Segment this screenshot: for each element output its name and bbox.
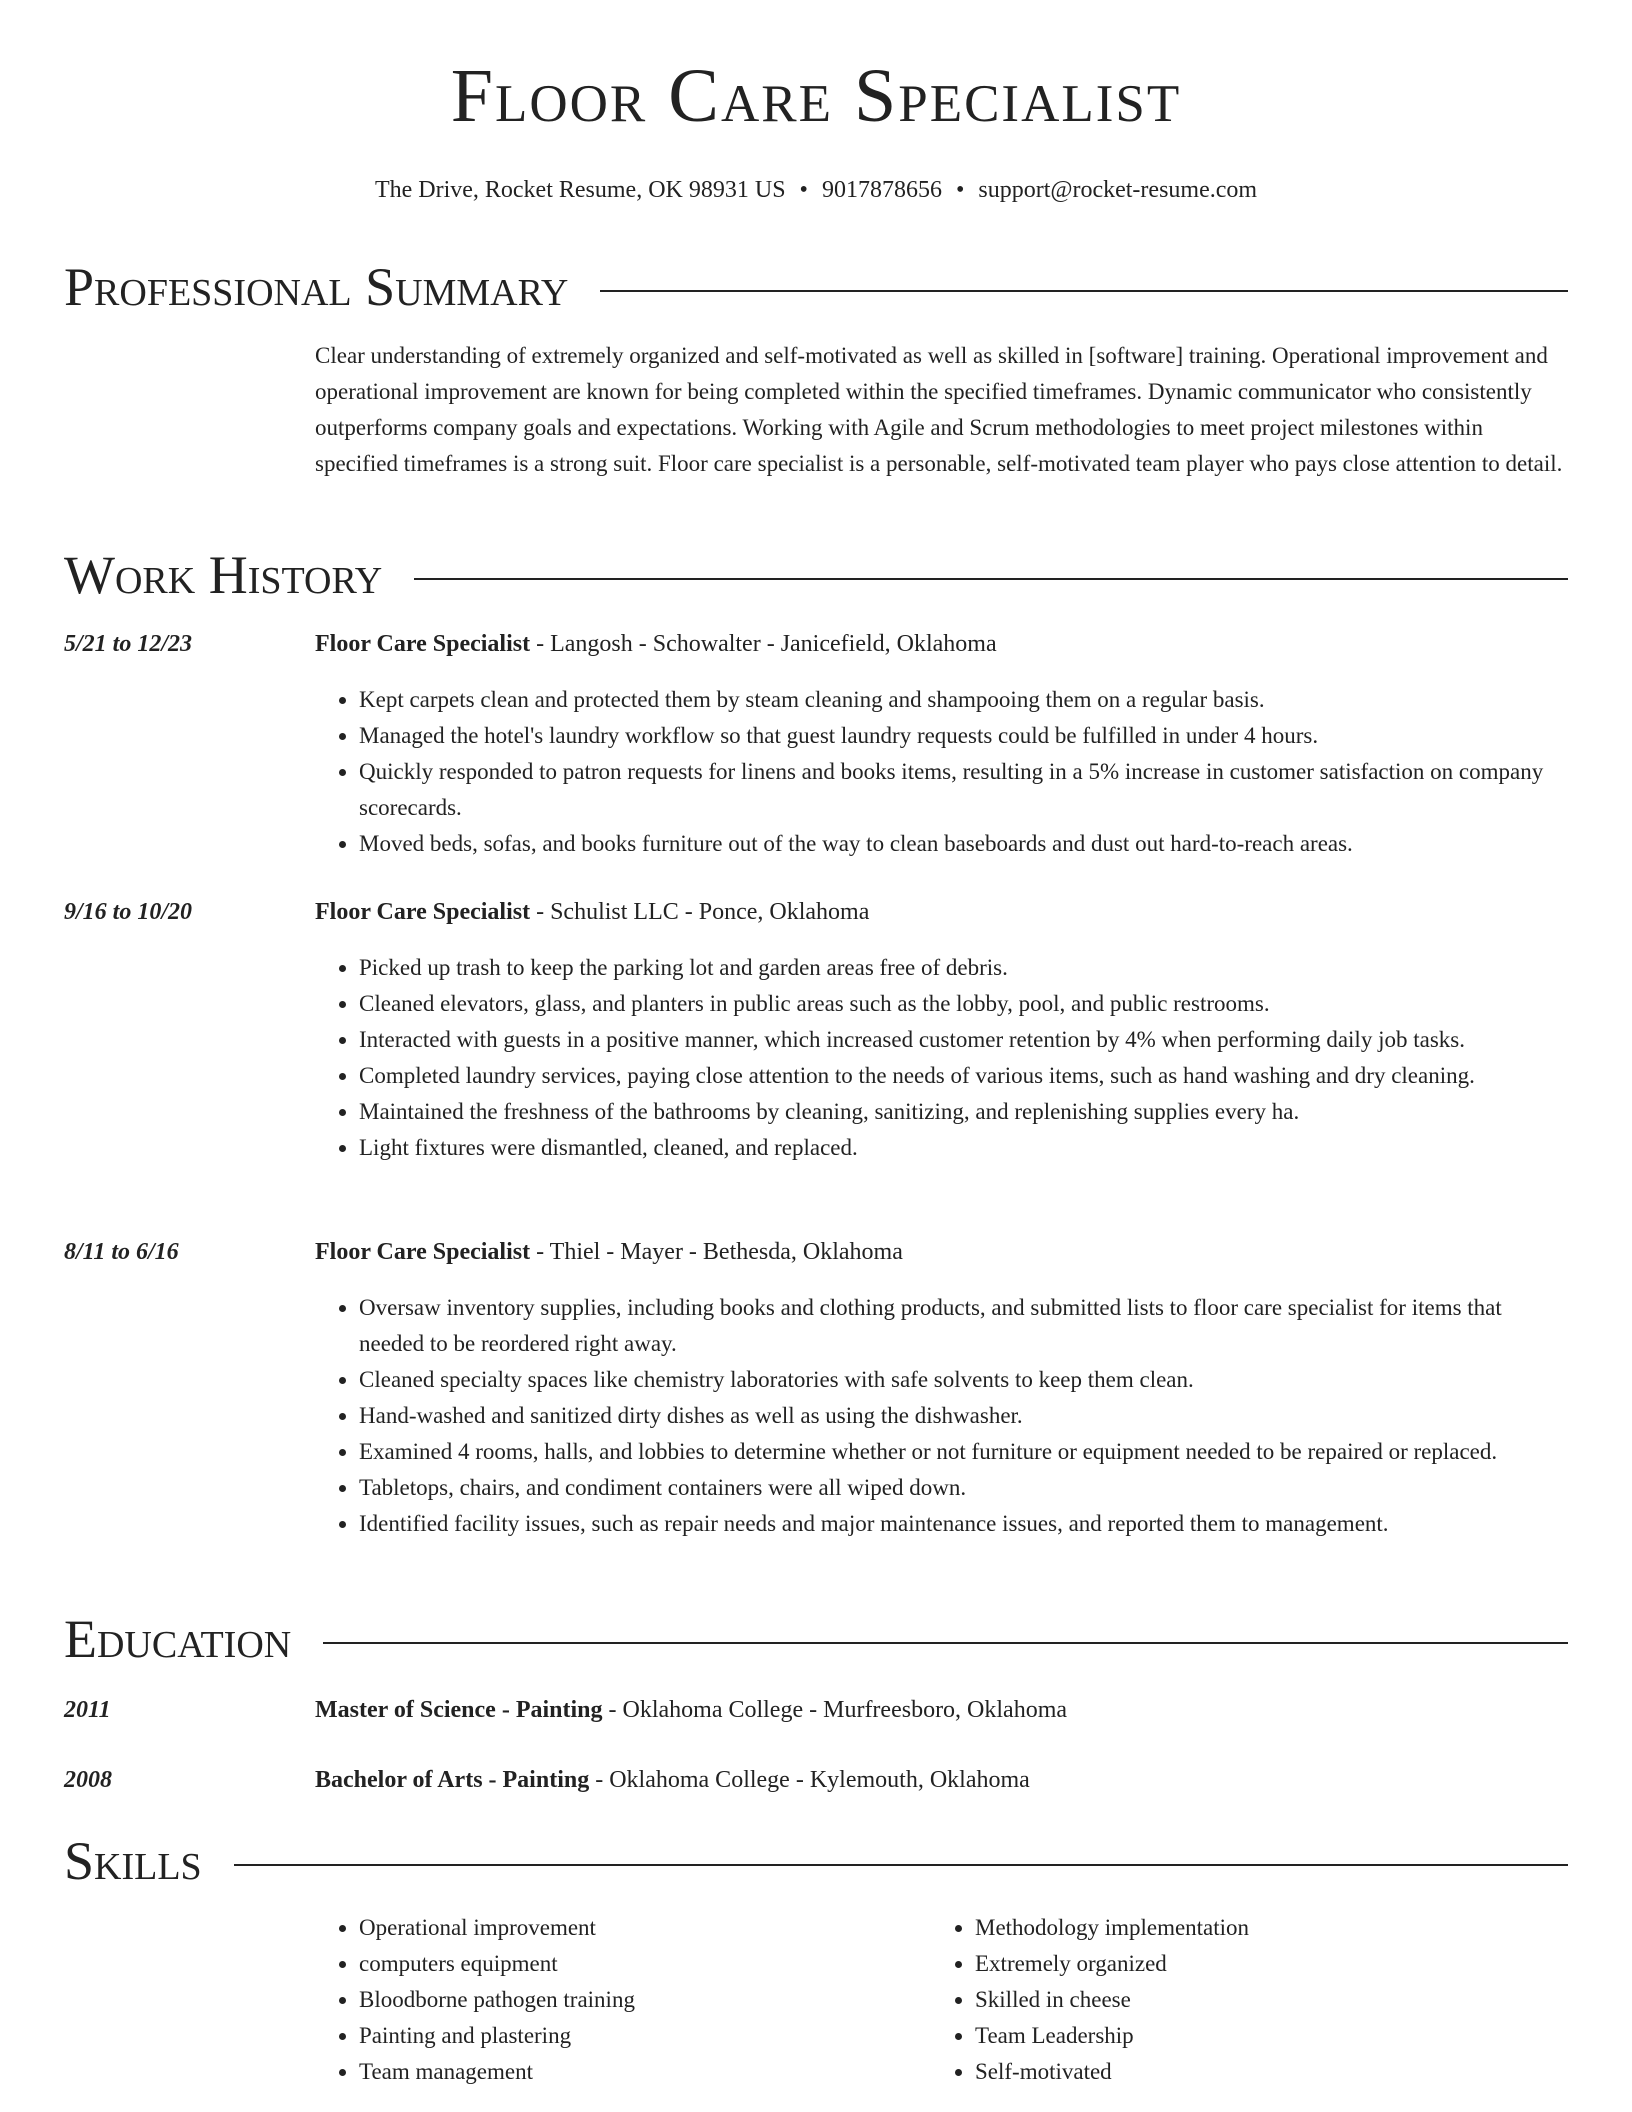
work-bullet: • Moved beds, sofas, and books furniture out of the way to clean baseboards and dust out hard-to-reach areas. (359, 826, 1568, 862)
skill-item: • Bloodborne pathogen training (359, 1982, 931, 2018)
work-dates: 9/16 to 10/20 (64, 899, 193, 925)
section-divider (600, 290, 1568, 292)
work-bullet: • Quickly responded to patron requests for linens and books items, resulting in a 5% increase in customer satisfaction on company scorecards. (359, 754, 1568, 826)
education-year: 2011 (64, 1697, 111, 1723)
work-bullet: • Tabletops, chairs, and condiment containers were all wiped down. (359, 1470, 1568, 1506)
section-title-work: Work History (64, 545, 383, 605)
education-details: - Oklahoma College - Kylemouth, Oklahoma (589, 1767, 1030, 1793)
skills-column-right (931, 1910, 1547, 2090)
contact-email: support@rocket-resume.com (978, 177, 1258, 203)
skills-column-left (315, 1910, 931, 2090)
skill-item: • Self-motivated (975, 2054, 1547, 2090)
section-header-summary (64, 257, 1568, 317)
work-bullet: • Managed the hotel's laundry workflow so that guest laundry requests could be fulfilled in under 4 hours. (359, 718, 1568, 754)
contact-phone: 9017878656 (821, 177, 942, 203)
work-dates: 5/21 to 12/23 (64, 631, 193, 657)
work-bullet: • Identified facility issues, such as repair needs and major maintenance issues, and reported them to management. (359, 1506, 1568, 1542)
education-degree: Bachelor of Arts - Painting (315, 1767, 590, 1793)
candidate-name: Floor Care Specialist (450, 54, 1182, 138)
work-bullet: • Oversaw inventory supplies, including books and clothing products, and submitted lists to floor care specialist for items that needed to be reordered right away. (359, 1290, 1568, 1362)
skill-item: • Team Leadership (975, 2018, 1547, 2054)
education-year: 2008 (64, 1767, 112, 1793)
section-title-summary: Professional Summary (64, 257, 569, 317)
work-bullet: • Hand-washed and sanitized dirty dishes as well as using the dishwasher. (359, 1398, 1568, 1434)
work-bullet: • Completed laundry services, paying close attention to the needs of various items, such as hand washing and dry cleaning. (359, 1058, 1568, 1094)
work-title-line (315, 628, 1568, 660)
work-bullets (315, 950, 1568, 1166)
section-title-education: Education (64, 1609, 292, 1669)
work-bullet: • Cleaned specialty spaces like chemistry laboratories with safe solvents to keep them clean. (359, 1362, 1568, 1398)
skill-item: • Skilled in cheese (975, 1982, 1547, 2018)
work-title-line (315, 896, 1568, 928)
work-details: - Schulist LLC - Ponce, Oklahoma (530, 899, 870, 925)
work-bullet: • Examined 4 rooms, halls, and lobbies to determine whether or not furniture or equipment needed to be repaired or replaced. (359, 1434, 1568, 1470)
work-role: Floor Care Specialist (315, 899, 531, 925)
contact-separator: • (799, 177, 808, 203)
work-details: - Langosh - Schowalter - Janicefield, Oklahoma (530, 631, 997, 657)
work-bullet: • Light fixtures were dismantled, cleaned, and replaced. (359, 1130, 1568, 1166)
work-bullets (315, 682, 1568, 862)
work-bullet: • Kept carpets clean and protected them by steam cleaning and shampooing them on a regular basis. (359, 682, 1568, 718)
work-role: Floor Care Specialist (315, 631, 531, 657)
education-degree: Master of Science - Painting (315, 1697, 603, 1723)
section-divider (234, 1864, 1568, 1866)
contact-address: The Drive, Rocket Resume, OK 98931 US (374, 177, 786, 203)
work-dates: 8/11 to 6/16 (64, 1239, 179, 1265)
education-title-line (315, 1764, 1568, 1796)
contact-separator: • (955, 177, 965, 203)
contact-line (64, 176, 1568, 205)
section-header-skills (64, 1831, 1568, 1891)
work-details: - Thiel - Mayer - Bethesda, Oklahoma (530, 1239, 903, 1265)
work-bullet: • Cleaned elevators, glass, and planters in public areas such as the lobby, pool, and public restrooms. (359, 986, 1568, 1022)
skill-item: • Painting and plastering (359, 2018, 931, 2054)
section-divider (414, 578, 1568, 580)
section-divider (323, 1642, 1568, 1644)
work-bullets (315, 1290, 1568, 1542)
skill-item: • Operational improvement (359, 1910, 931, 1946)
skill-item: • Methodology implementation (975, 1910, 1547, 1946)
section-header-work (64, 545, 1568, 605)
education-details: - Oklahoma College - Murfreesboro, Oklahoma (602, 1697, 1068, 1723)
education-title-line (315, 1694, 1568, 1726)
work-title-line (315, 1236, 1568, 1268)
work-bullet: • Interacted with guests in a positive manner, which increased customer retention by 4% when performing daily job tasks. (359, 1022, 1568, 1058)
skills-list (315, 1910, 1568, 2090)
work-bullet: • Maintained the freshness of the bathrooms by cleaning, sanitizing, and replenishing supplies every ha. (359, 1094, 1568, 1130)
work-role: Floor Care Specialist (315, 1239, 531, 1265)
summary-text: Clear understanding of extremely organized and self-motivated as well as skilled in [software] training. Operational improvement and operational improvement are known for being completed within the specified timeframes. Dynamic communicator who consistently outperforms company goals and expectations. Working with Agile and Scrum methodologies to meet project milestones within specified timeframes is a strong suit. Floor care specialist is a personable, self-motivated team player who pays close attention to detail. (315, 343, 1563, 476)
work-bullet: • Picked up trash to keep the parking lot and garden areas free of debris. (359, 950, 1568, 986)
section-title-skills: Skills (64, 1831, 202, 1891)
skill-item: • computers equipment (359, 1946, 931, 1982)
skill-item: • Extremely organized (975, 1946, 1547, 1982)
section-header-education (64, 1609, 1568, 1669)
skill-item: • Team management (359, 2054, 931, 2090)
